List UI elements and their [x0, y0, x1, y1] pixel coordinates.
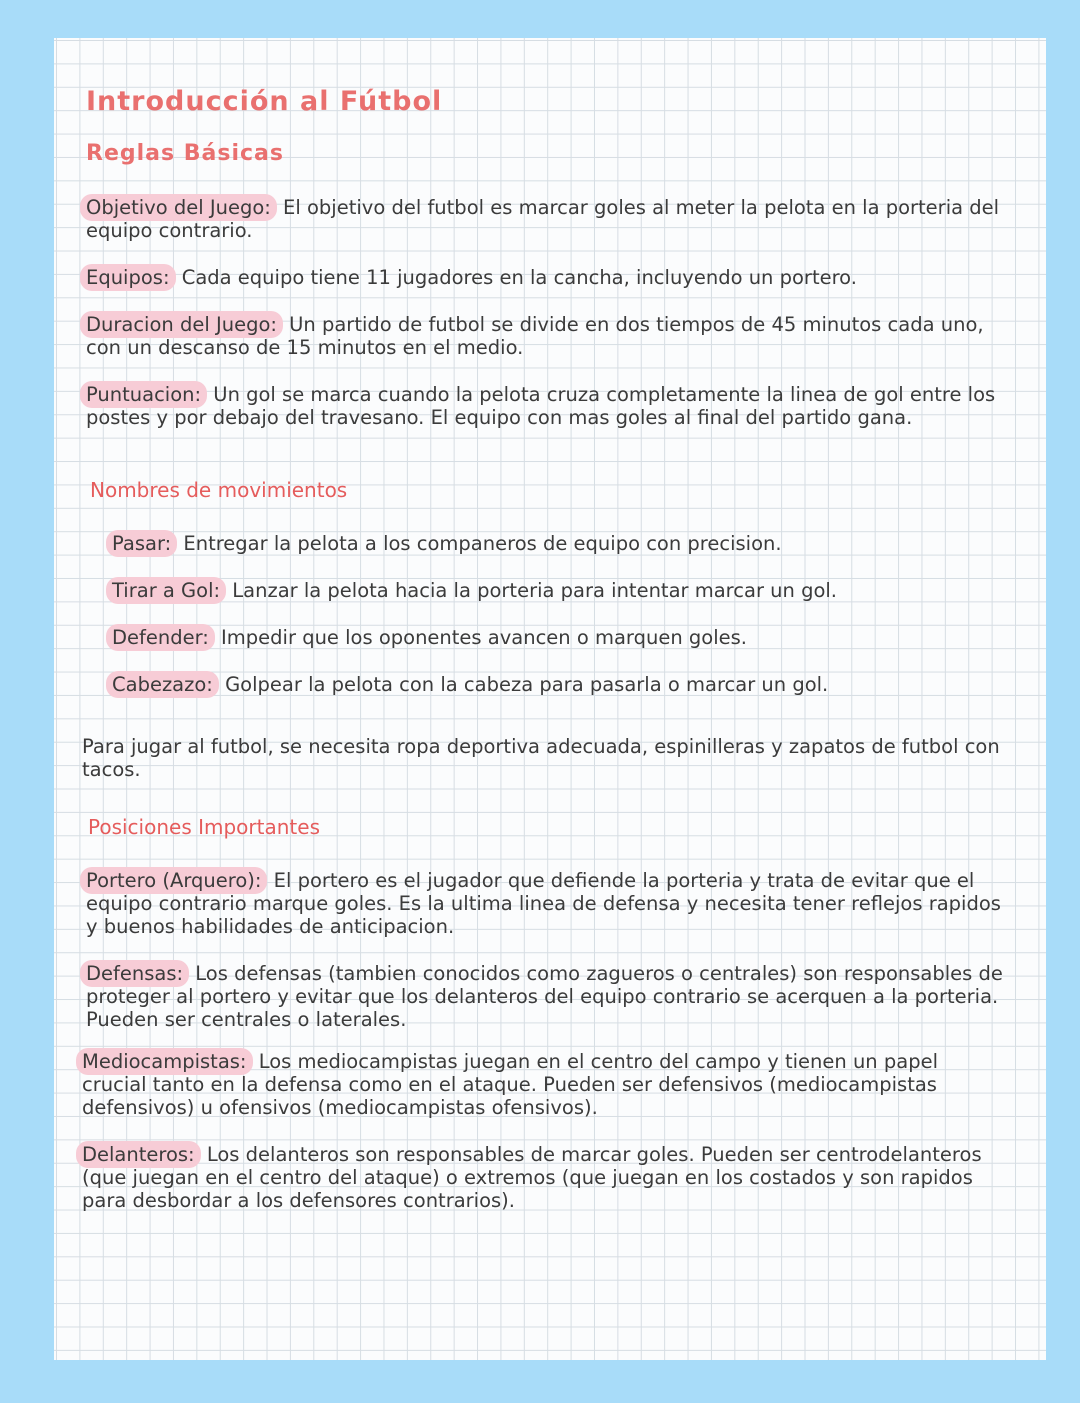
move-term: Cabezazo: [106, 671, 219, 698]
rules-subtitle: Reglas Básicas [86, 141, 284, 166]
move-header [112, 673, 1032, 696]
rule-term: Objetivo del Juego: [80, 194, 277, 221]
rule-term: Duracion del Juego: [80, 311, 283, 338]
equipment-note: Para jugar al futbol, se necesita ropa deportiva adecuada, espinilleras y zapatos de futbol con tacos. [82, 735, 1000, 781]
position-term: Portero (Arquero): [80, 867, 267, 894]
move-text: Impedir que los oponentes avancen o marquen goles. [214, 626, 747, 649]
position-term: Defensas: [80, 960, 189, 987]
rule-text: Un partido de futbol se divide en dos tiempos de 45 minutos cada uno, con un descanso de 15 minutos en el medio. [86, 313, 984, 359]
move-text: Golpear la pelota con la cabeza para pasarla o marcar un gol. [218, 673, 829, 696]
rule-objective [86, 196, 1006, 242]
rule-term: Equipos: [80, 264, 176, 291]
move-term: Defender: [106, 624, 215, 651]
move-pass [112, 532, 1032, 555]
move-shoot [112, 579, 1032, 602]
move-term: Tirar a Gol: [106, 577, 226, 604]
notebook-page [54, 38, 1046, 1360]
position-text: Los defensas (tambien conocidos como zagueros o centrales) son responsables de proteger al portero y evitar que los delanteros del equipo contrario se acerquen a la porteria. Pueden ser centrales o laterales. [86, 962, 1003, 1031]
rule-teams [86, 266, 1006, 289]
position-text: Los delanteros son responsables de marcar goles. Pueden ser centrodelanteros (que juegan en el centro del ataque) o extremos (que juegan en los costados y son rapidos para desbordar a los defensores contrarios). [82, 1143, 982, 1212]
position-text: El portero es el jugador que defiende la porteria y trata de evitar que el equipo contrario marque goles. Es la ultima linea de defensa y necesita tener reflejos rapidos y buenos habilidades de anticipacion. [86, 869, 1001, 938]
position-forwards [82, 1143, 1002, 1212]
rule-term: Puntuacion: [80, 381, 207, 408]
position-text: Los mediocampistas juegan en el centro del campo y tienen un papel crucial tanto en la defensa como en el ataque. Pueden ser defensivos (mediocampistas defensivos) u ofensivos (mediocampistas ofensivos). [82, 1050, 938, 1119]
position-midfielders [82, 1050, 1002, 1119]
rule-text: Un gol se marca cuando la pelota cruza completamente la linea de gol entre los postes y por debajo del travesano. El equipo con mas goles al final del partido gana. [86, 383, 996, 429]
move-text: Entregar la pelota a los companeros de equipo con precision. [177, 532, 782, 555]
position-goalkeeper [86, 869, 1006, 938]
position-defenders [86, 962, 1006, 1031]
rule-text: Cada equipo tiene 11 jugadores en la cancha, incluyendo un portero. [175, 266, 857, 289]
rule-text: El objetivo del futbol es marcar goles al meter la pelota en la porteria del equipo contrario. [86, 196, 1000, 242]
rule-scoring [86, 383, 1006, 429]
moves-heading: Nombres de movimientos [90, 478, 348, 502]
move-defend [112, 626, 1032, 649]
move-term: Pasar: [106, 530, 177, 557]
position-term: Mediocampistas: [76, 1048, 253, 1075]
positions-heading: Posiciones Importantes [88, 815, 320, 839]
rule-duration [86, 313, 1006, 359]
position-term: Delanteros: [76, 1141, 201, 1168]
move-text: Lanzar la pelota hacia la porteria para intentar marcar un gol. [226, 579, 838, 602]
page-title: Introducción al Fútbol [86, 86, 443, 117]
